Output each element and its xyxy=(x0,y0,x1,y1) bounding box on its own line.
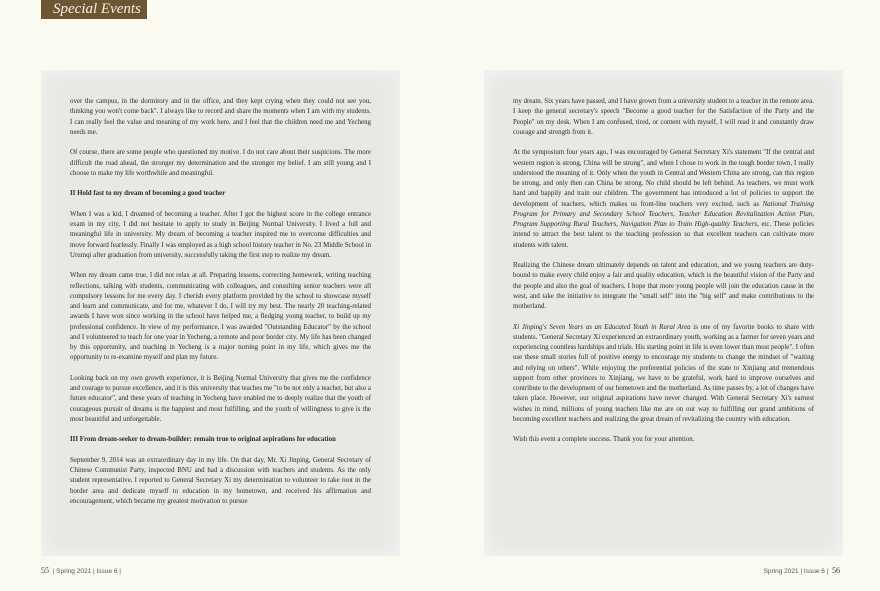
page-number: 56 xyxy=(832,566,840,575)
issue-info: Spring 2021 | Issue 6 | xyxy=(763,568,829,575)
footer-left xyxy=(41,566,121,575)
paragraph: When my dream came true, I did not relax at all. Preparing lessons, correcting homework, writing teaching reflections, talking with students, communicating with colleagues, and consulting senior teachers were all compulsory lessons for me every day. I cherish every platform provided by the school to showcase myself and learn and communicate, and for me, whatever I do, I will try my best. The nearly 20 teaching-related awards I have won since working in the school have helped me, a fledging young teacher, to build up my professional confidence. In view of my performance, I was awarded "Outstanding Educator" by the school and I volunteered to teach for one year in Yecheng, a remote and poor border city. My life has been changed by this opportunity, and teaching in Yecheng is a major turning point in my life, which gives me the opportunity to re-examine myself and plan my future. xyxy=(70,272,371,362)
paragraph: my dream. Six years have passed, and I have grown from a university student to a teacher in the remote area. I keep the general secretary's speech "Become a good teacher for the Satisfaction of the Party and the People" on my desk. When I am confused, tired, or content with myself, I will read it and constantly draw courage and strength from it. xyxy=(513,98,814,136)
paragraph: over the campus, in the dormitory and in the office, and they kept crying when they could not see you, thinking you won't come back". I always like to record and share the moments when I am with my students. I can really feel the value and meaning of my work here, and I feel that the children need me and Yecheng needs me. xyxy=(70,98,371,136)
paragraph-text: At the symposium four years ago, I was encouraged by General Secretary Xi's statement "If the central and western region is strong, China will be strong", and when I chose to work in the tough border town, I really understood the meaning of it. Only when the youth in Central and Western China are strong, can this region be strong, and only then can China be strong. No child should be left behind. As teachers, we must work hard and happily and train our children. The government has introduced a lot of policies to support the development of teachers, which makes us front-line teachers very excited, such as xyxy=(513,149,814,208)
left-page xyxy=(41,70,400,556)
paragraph: September 9, 2014 was an extraordinary day in my life. On that day, Mr. Xi Jinping, General Secretary of Chinese Communist Party, inspected BNU and had a discussion with teachers and students. As the only student representative, I reported to General Secretary Xi my determination to volunteer to take root in the border area and dedicate myself to education in my hometown, and received his affirmation and encouragement, which became my greatest motivation to pursue xyxy=(70,456,371,505)
paragraph xyxy=(513,148,814,251)
paragraph-text: is one of my favorite books to share with students. "General Secretary Xi experienced an extraordinary youth, working as a farmer for seven years and experiencing countless hardships and trials. His starting point in life is even lower than most people". I often use these small stories full of positive energy to encourage my students to change the mindset of "waiting and relying on others". While enjoying the preferential policies of the state to Xinjiang and tremendous support from other provinces to Xinjiang, we have to be grateful, work hard to improve ourselves and contribute to the development of our hometown and the motherland. As time passes by, a lot of changes have taken place. However, our original aspirations have never changed. With General Secretary Xi's earnest wishes in mind, millions of young teachers like me are on our way to fulfilling our grand ambitions of becoming excellent teachers and realizing the great dream of revitalizing the country with education. xyxy=(513,323,814,423)
book-title: Xi Jinping's Seven Years as an Educated Youth in Rural Area xyxy=(513,323,691,331)
policy-titles: National Training Program for Primary and Secondary School Teachers, Teacher Education Revitalization Action Plan, Program Supporting Rural Teachers, Navigation Plan to Train High-quality Teachers xyxy=(513,200,814,228)
paragraph: When I was a kid, I dreamed of becoming a teacher. After I got the highest score in the college entrance exam in my city, I did not hesitate to apply to study in Beijing Normal University. I lived a full and meaningful life in university. My dream of becoming a teacher inspired me to overcome difficulties and move forward fearlessly. Finally I was employed as a high school history teacher in No. 23 Middle School in Urumqi after graduation from university, successfully taking the first step to realize my dream. xyxy=(70,210,371,259)
paragraph-text: , etc. These policies intend to attract the best talent to the teaching profession so that excellent teachers can cultivate more students with talent. xyxy=(513,221,814,249)
right-page xyxy=(484,70,843,556)
section-heading: II Hold fast to my dream of becoming a good teacher xyxy=(70,190,226,198)
footer-right xyxy=(764,566,840,575)
paragraph xyxy=(513,323,814,426)
paragraph: Wish this event a complete success. Thank you for your attention. xyxy=(513,436,695,444)
section-banner: Special Events xyxy=(41,0,147,19)
paragraph: Looking back on my own growth experience, it is Beijing Normal University that gives me the confidence and courage to pursue excellence, and it is this university that teaches me "to be not only a teacher, but also a future educator", and these years of teaching in Yecheng have enabled me to deeply realize that the youth of courageous pursuit of dreams is the happiest and most fulfilling, and the youth of willingness to give is the most beautiful and unforgettable. xyxy=(70,374,371,423)
paragraph: Realizing the Chinese dream ultimately depends on talent and education, and we young teachers are duty-bound to make every child enjoy a fair and quality education, which is the beautiful vision of the Party and the people and also the goal of teachers. I hope that more young people will join the education cause in the west, and take the initiative to integrate the "small self" into the "big self" and make contributions to the motherland. xyxy=(513,262,814,310)
page-number: 55 xyxy=(41,566,49,575)
section-heading: III From dream-seeker to dream-builder: remain true to original aspirations for education xyxy=(70,436,336,444)
issue-info: | Spring 2021 | Issue 6 | xyxy=(52,568,121,575)
paragraph: Of course, there are some people who questioned my motive. I do not care about their suspicions. The more difficult the road ahead, the stronger my determination and the stronger my belief. I am still young and I choose to make my life worthwhile and meaningful. xyxy=(70,149,371,177)
